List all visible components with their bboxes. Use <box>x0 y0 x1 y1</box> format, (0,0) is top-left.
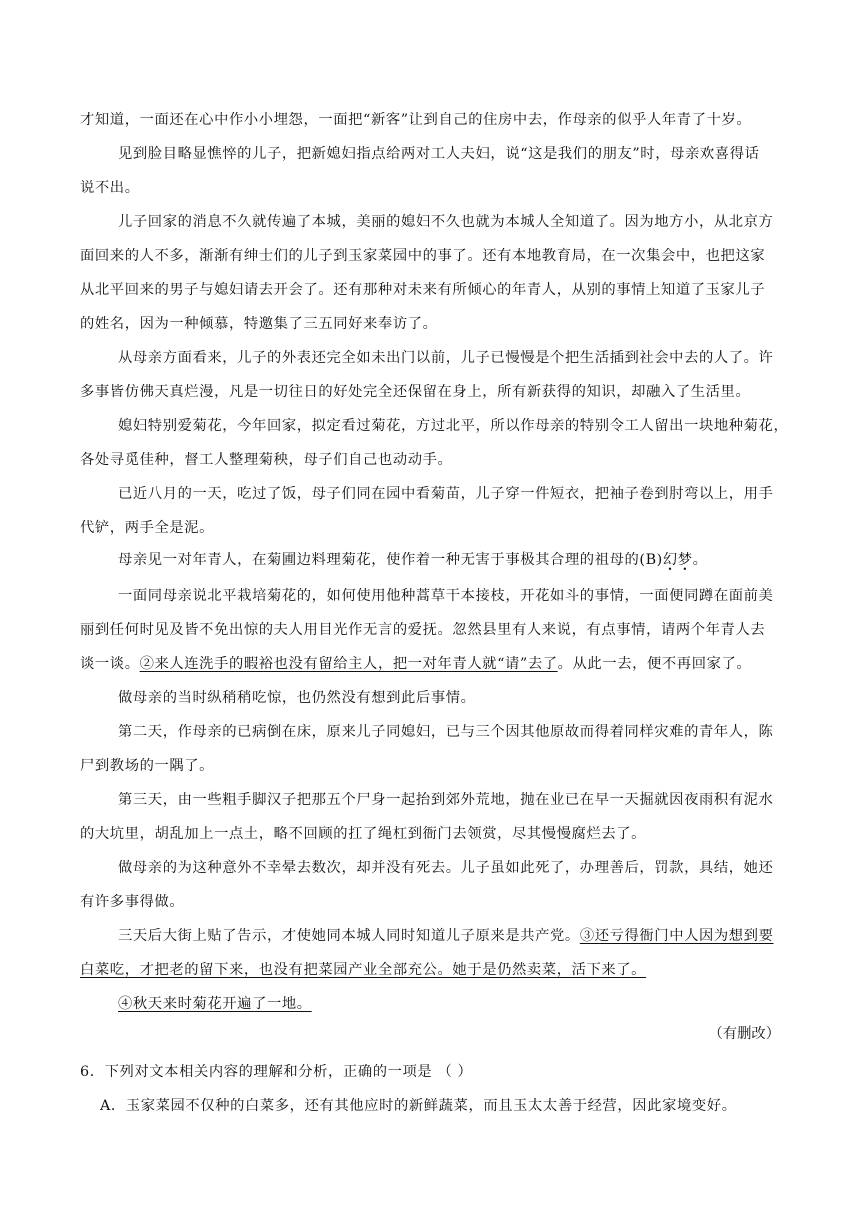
option-a: A．玉家菜园不仅种的白菜多，还有其他应时的新鲜蔬菜，而且玉太太善于经营，因此家境变好。 <box>100 1098 737 1114</box>
paragraph-text: 母亲见一对年青人，在菊圃边料理菊花，使作着一种无害于事极其合理的祖母的 <box>118 552 640 568</box>
paragraph-line: 丽到任何时见及皆不免出惊的夫人用目光作无言的爱抚。忽然县里有人来说，有点事情，请两个年青人去 <box>80 622 766 638</box>
paragraph-line: 做母亲的为这种意外不幸晕去数次，却并没有死去。儿子虽如此死了，办理善后，罚款，具结，她还 <box>118 860 774 876</box>
emphasis-char: 幻 <box>662 552 678 568</box>
paragraph-line: 代铲，两手全是泥。 <box>80 520 215 536</box>
paragraph-text: 谈一谈。 <box>80 656 140 672</box>
paragraph-line: 说不出。 <box>80 180 140 196</box>
paragraph-line <box>118 550 782 570</box>
paragraph-line: 做母亲的当时纵稍稍吃惊，也仍然没有想到此后事情。 <box>118 690 476 706</box>
marker-b: (B) <box>639 552 663 568</box>
paragraph-line: 的姓名，因为一种倾慕，特邀集了三五同好来奉访了。 <box>80 316 438 332</box>
paragraph-line: 儿子回家的消息不久就传遍了本城，美丽的媳妇不久也就为本城人全知道了。因为地方小，从北京方 <box>118 214 774 230</box>
paragraph-line: 第二天，作母亲的已病倒在床，原来儿子同媳妇，已与三个因其他原故而得着同样灾难的青年人，陈 <box>118 724 774 740</box>
underlined-sentence-4: ④秋天来时菊花开遍了一地。 <box>118 996 312 1012</box>
paragraph-line: 的大坑里，胡乱加上一点土，略不回顾的扛了绳杠到衙门去领赏，尽其慢慢腐烂去了。 <box>80 826 647 842</box>
underlined-sentence-2: ②来人连洗手的暇裕也没有留给主人，把一对年青人就“请”去了 <box>139 656 558 672</box>
paragraph-line: 一面同母亲说北平栽培菊花的，如何使用他种蒿草干本接枝，开花如斗的事情，一面便同蹲在面前美 <box>118 588 774 604</box>
paragraph-line: 面回来的人不多，渐渐有绅士们的儿子到玉家菜园中的事了。还有本地教育局，在一次集会中，也把这家 <box>80 248 766 264</box>
paragraph-line: 有许多事得做。 <box>80 894 185 910</box>
question-stem: 6．下列对文本相关内容的理解和分析，正确的一项是 （ ） <box>80 1064 473 1080</box>
paragraph-line: 才知道，一面还在心中作小小埋怨，一面把“新客”让到自己的住房中去，作母亲的似乎人年青了十岁。 <box>80 112 752 128</box>
source-note: （有删改） <box>708 1026 780 1042</box>
paragraph-line <box>80 654 782 674</box>
underlined-sentence-3: ③还亏得衙门中人因为想到要 <box>579 928 774 944</box>
paragraph-line: 第三天，由一些粗手脚汉子把那五个尸身一起抬到郊外荒地，抛在业已在早一天掘就因夜雨积有泥水 <box>118 792 774 808</box>
emphasis-char: 梦 <box>677 552 693 568</box>
paragraph-line <box>118 926 782 946</box>
paragraph-line: 各处寻觅佳种，督工人整理菊秧，母子们自己也动动手。 <box>80 452 453 468</box>
paragraph-line: 见到脸目略显憔悴的儿子，把新媳妇指点给两对工人夫妇，说“这是我们的朋友”时，母亲欢喜得话 <box>118 146 760 162</box>
paragraph-line: 多事皆仿佛天真烂漫，凡是一切往日的好处完全还保留在身上，所有新获得的知识，却融入了生活里。 <box>80 384 751 400</box>
paragraph-text: 。从此一去，便不再回家了。 <box>557 656 752 672</box>
paragraph-line: 已近八月的一天，吃过了饭，母子们同在园中看菊苗，儿子穿一件短衣，把袖子卷到肘弯以上，用手 <box>118 486 774 502</box>
paragraph-line: 从母亲方面看来，儿子的外表还完全如未出门以前，儿子已慢慢是个把生活插到社会中去的人了。许 <box>118 350 774 366</box>
paragraph-line: 尸到教场的一隅了。 <box>80 758 215 774</box>
paragraph-line: 媳妇特别爱菊花，今年回家，拟定看过菊花，方过北平，所以作母亲的特别令工人留出一块地种菊花， <box>118 418 789 434</box>
paragraph-line <box>118 994 782 1014</box>
punctuation: 。 <box>692 552 708 568</box>
paragraph-line: 从北平回来的男子与媳妇请去开会了。还有那种对未来有所倾心的年青人，从别的事情上知道了玉家儿子 <box>80 282 766 298</box>
underlined-sentence-3-cont: 白菜吃，才把老的留下来，也没有把菜园产业全部充公。她于是仍然卖菜，活下来了。 <box>80 962 647 978</box>
paragraph-text: 三天后大街上贴了告示，才使她同本城人同时知道儿子原来是共产党。 <box>118 928 580 944</box>
